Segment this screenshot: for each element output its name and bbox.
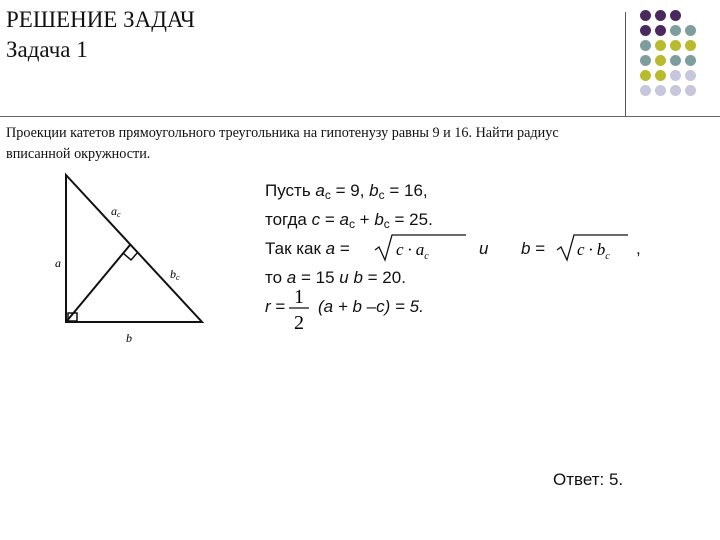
sol4-var-b: b: [348, 268, 363, 287]
sol3-text-pre: Так как: [265, 239, 326, 258]
altitude-line: [66, 245, 130, 322]
sol5-expr: (a + b –c) = 5.: [318, 297, 424, 316]
sol3-var-b: b: [521, 239, 531, 258]
sol1-var-b: b: [369, 181, 379, 200]
label-ac: ac: [111, 204, 121, 219]
problem-line-1: Проекции катетов прямоугольного треугольника на гипотенузу равны 9 и 16. Найти радиус: [6, 125, 559, 141]
sol5-var-r: r: [265, 297, 271, 316]
decorative-dot: [670, 40, 681, 51]
solution-and-word: [479, 239, 488, 259]
sol2-var-c: c: [311, 210, 321, 229]
solution-line-3-part-1: [265, 239, 350, 259]
sqrt-c-ac: [374, 233, 468, 263]
solution-line-3-part-2: [521, 239, 545, 259]
decorative-dot: [655, 70, 666, 81]
right-triangle: [66, 175, 202, 322]
solution-line-5-expression: [318, 297, 424, 317]
slide-title: РЕШЕНИЕ ЗАДАЧ: [6, 7, 195, 32]
sol4-var-a: a: [286, 268, 297, 287]
label-a: a: [55, 256, 61, 270]
answer-text: Ответ: 5.: [553, 470, 624, 489]
sol2-plus: +: [354, 210, 375, 229]
sol2-text-end: = 25.: [389, 210, 433, 229]
decorative-dot: [640, 25, 651, 36]
problem-statement: [6, 123, 720, 165]
sol3-eq: =: [335, 239, 350, 258]
sol1-sub-c2: c: [378, 188, 385, 202]
sol2-eq: =: [320, 210, 340, 229]
sol2-var-b: b: [374, 210, 384, 229]
sol1-text-mid: = 9,: [330, 181, 370, 200]
sol1-text-pre: Пусть: [265, 181, 316, 200]
sol2-text-pre: тогда: [265, 210, 312, 229]
decorative-dot: [655, 85, 666, 96]
sqrt-c-bc: [556, 233, 630, 263]
decorative-dot: [685, 85, 696, 96]
solution-line-1: [265, 181, 428, 202]
fraction-numerator: 1: [294, 286, 304, 308]
decorative-dot: [685, 55, 696, 66]
sol1-var-a: a: [315, 181, 325, 200]
triangle-figure: [52, 170, 212, 355]
decorative-dot: [670, 85, 681, 96]
sol3-beq: =: [530, 239, 546, 258]
decorative-dot: [670, 10, 681, 21]
sol4-text-pre: то: [265, 268, 287, 287]
sol4-text-mid: = 15: [296, 268, 340, 287]
decorative-dot: [685, 40, 696, 51]
decorative-dot: [685, 70, 696, 81]
sol5-eq: =: [270, 297, 286, 316]
decorative-dot: [640, 70, 651, 81]
solution-line-5-start: [265, 297, 285, 317]
solution-comma: ,: [636, 239, 641, 258]
altitude-right-angle-mark: [123, 252, 138, 260]
decorative-dot: [655, 40, 666, 51]
solution-line-4: [265, 268, 406, 288]
sol4-text-end: = 20.: [362, 268, 406, 287]
sol1-sub-c: c: [324, 188, 331, 202]
sol2-sub-c2: c: [383, 217, 390, 231]
decorative-dot: [640, 40, 651, 51]
decorative-dot: [655, 10, 666, 21]
decorative-dot: [670, 70, 681, 81]
slide-subtitle: Задача 1: [6, 37, 88, 62]
decorative-dot: [670, 55, 681, 66]
problem-line-2: вписанной окружности.: [6, 146, 151, 162]
sol3-var-a: a: [325, 239, 336, 258]
fraction-denominator: 2: [294, 312, 304, 334]
decorative-dot: [685, 25, 696, 36]
label-b: b: [126, 331, 132, 345]
sol4-and: и: [339, 268, 349, 287]
decorative-dot: [655, 55, 666, 66]
label-bc: bc: [170, 267, 180, 282]
decorative-vertical-rule: [625, 12, 626, 116]
sol2-sub-c: c: [348, 217, 355, 231]
sol3-and: и: [479, 239, 489, 258]
decorative-dot: [640, 55, 651, 66]
sol2-var-a: a: [339, 210, 349, 229]
decorative-dot: [670, 25, 681, 36]
sqrt1-expression: $c \cdot a_c$: [396, 240, 429, 262]
decorative-horizontal-rule: [0, 116, 720, 117]
decorative-dot: [640, 10, 651, 21]
solution-line-2: [265, 210, 433, 231]
sol1-text-end: = 16,: [384, 181, 428, 200]
decorative-dot: [640, 85, 651, 96]
sqrt2-expression: $c \cdot b_c$: [577, 240, 610, 262]
decorative-dot: [655, 25, 666, 36]
fraction-one-half: [288, 284, 310, 334]
